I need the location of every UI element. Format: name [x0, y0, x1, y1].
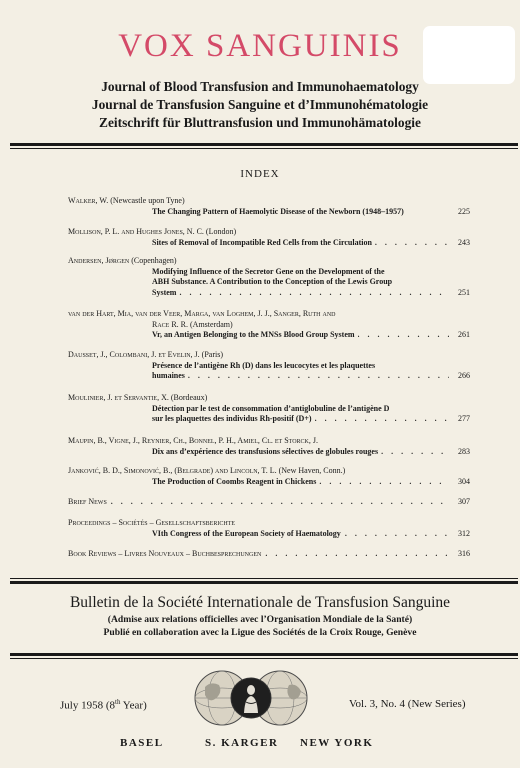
bulletin-line2: (Admise aux relations officielles avec l’Organisation Mondiale de la Santé) [107, 614, 413, 625]
entry-page: 225 [458, 206, 470, 216]
divider-middle-thin [10, 578, 518, 579]
entry-page: 251 [458, 288, 470, 298]
entry-page: 316 [458, 549, 470, 558]
entry-title: Vr, an Antigen Belonging to the MNSs Blood Group System [152, 330, 355, 339]
entry-title: ABH Substance. A Contribution to the Conception of the Lewis Group [152, 277, 393, 287]
entry-location: (London) [205, 227, 237, 236]
subtitle-french: Journal de Transfusion Sanguine et d’Immunohématologie [91, 97, 429, 112]
volume-number: Vol. 3, No. 4 (New Series) [349, 698, 466, 710]
index-entry [68, 256, 470, 299]
entry-title: The Production of Coombs Reagent in Chickens [152, 476, 317, 486]
publisher-city-newyork: NEW YORK [300, 737, 374, 749]
publisher-city-basel: BASEL [120, 737, 164, 749]
journal-subtitles [0, 78, 520, 132]
globe-emblem-icon [193, 669, 309, 727]
entry-page: 307 [458, 497, 470, 506]
entry-page: 283 [458, 446, 470, 456]
divider-bottom [10, 653, 518, 656]
entry-location: (Amsterdam) [190, 319, 233, 329]
entry-page: 277 [458, 414, 470, 424]
entry-title: System [152, 288, 177, 298]
entry-title: Présence de l’antigène Rh (D) dans les leucocytes et les plaquettes [152, 360, 376, 370]
entry-title: VIth Congress of the European Society of Haematology [152, 528, 341, 538]
entry-authors: Dausset, J., Colombani, J. et Evelin, J. [68, 350, 200, 359]
entry-authors: Walker, W. [68, 196, 109, 205]
entry-authors: van der Hart, Mia, van der Veer, Marga, van Loghem, J. J., Sanger, Ruth and [68, 309, 336, 318]
index-entry [68, 466, 470, 487]
entry-title: humaines [152, 371, 185, 381]
divider-middle [10, 581, 518, 584]
entry-title: sur les plaquettes des individus Rh-positif (D+) [152, 414, 312, 424]
divider-bottom-thin [10, 658, 518, 659]
section-label: Brief News [68, 497, 107, 506]
entry-location: (Copenhagen) [131, 256, 177, 265]
entry-location: (Newcastle upon Tyne) [110, 196, 185, 205]
entry-title: Dix ans d’expérience des transfusions sélectives de globules rouges [152, 446, 379, 456]
subtitle-german: Zeitschrift für Bluttransfusion und Immunohämatologie [99, 115, 421, 130]
index-entry [68, 350, 470, 382]
issue-date: July 1958 (8th Year) [60, 698, 147, 712]
entry-authors: Janković, B. D., Simonović, B., (Belgrade) and Lincoln, T. L. [68, 466, 277, 475]
index-heading: INDEX [240, 168, 280, 180]
entry-title: The Changing Pattern of Haemolytic Disease of the Newborn (1948–1957) [152, 206, 404, 216]
divider-top [10, 143, 518, 146]
bulletin-line3: Publié en collaboration avec la Ligue des Sociétés de la Croix Rouge, Genève [103, 627, 417, 638]
divider-top-thin [10, 148, 518, 149]
index-entry [68, 309, 470, 341]
entry-authors: Andersen, Jørgen [68, 256, 130, 265]
entry-authors: Mollison, P. L. and Hughes Jones, N. C. [68, 227, 204, 236]
entry-page: 304 [458, 476, 470, 486]
entry-location: (Bordeaux) [170, 393, 208, 402]
index-entry [68, 196, 470, 217]
entry-authors: Race R. R. [152, 319, 189, 329]
journal-title: VOX SANGUINIS [118, 28, 402, 64]
entry-location: (New Haven, Conn.) [278, 466, 346, 475]
index-entry [68, 393, 470, 425]
index-section-brief-news [68, 497, 470, 508]
entry-page: 243 [458, 237, 470, 247]
entry-page: 266 [458, 371, 470, 381]
section-label: Proceedings – Sociétés – Gesellschaftsberichte [68, 518, 236, 527]
bulletin-block [0, 593, 520, 639]
entry-authors: Maupin, B., Vigne, J., Reynier, Ch., Bonnel, P. H., Amiel, Cl. et Storck, J. [68, 436, 318, 445]
publisher-name: S. KARGER [205, 737, 279, 749]
bulletin-title: Bulletin de la Société Internationale de Transfusion Sanguine [69, 594, 451, 611]
section-label: Book Reviews – Livres Nouveaux – Buchbesprechungen [68, 549, 262, 558]
index-section-book-reviews [68, 549, 470, 560]
index-section-proceedings [68, 518, 470, 539]
index-entry [68, 227, 470, 248]
entry-title: Modifying Influence of the Secretor Gene on the Development of the [152, 266, 385, 276]
entry-authors: Moulinier, J. et Servantie, X. [68, 393, 169, 402]
entry-location: (Paris) [201, 350, 223, 359]
entry-page: 261 [458, 330, 470, 339]
entry-title: Détection par le test de consommation d’antiglobuline de l’antigène D [152, 403, 390, 413]
entry-title: Sites of Removal of Incompatible Red Cells from the Circulation [152, 237, 372, 247]
index-entry [68, 436, 470, 457]
entry-page: 312 [458, 528, 470, 538]
subtitle-english: Journal of Blood Transfusion and Immunohaematology [101, 79, 419, 94]
